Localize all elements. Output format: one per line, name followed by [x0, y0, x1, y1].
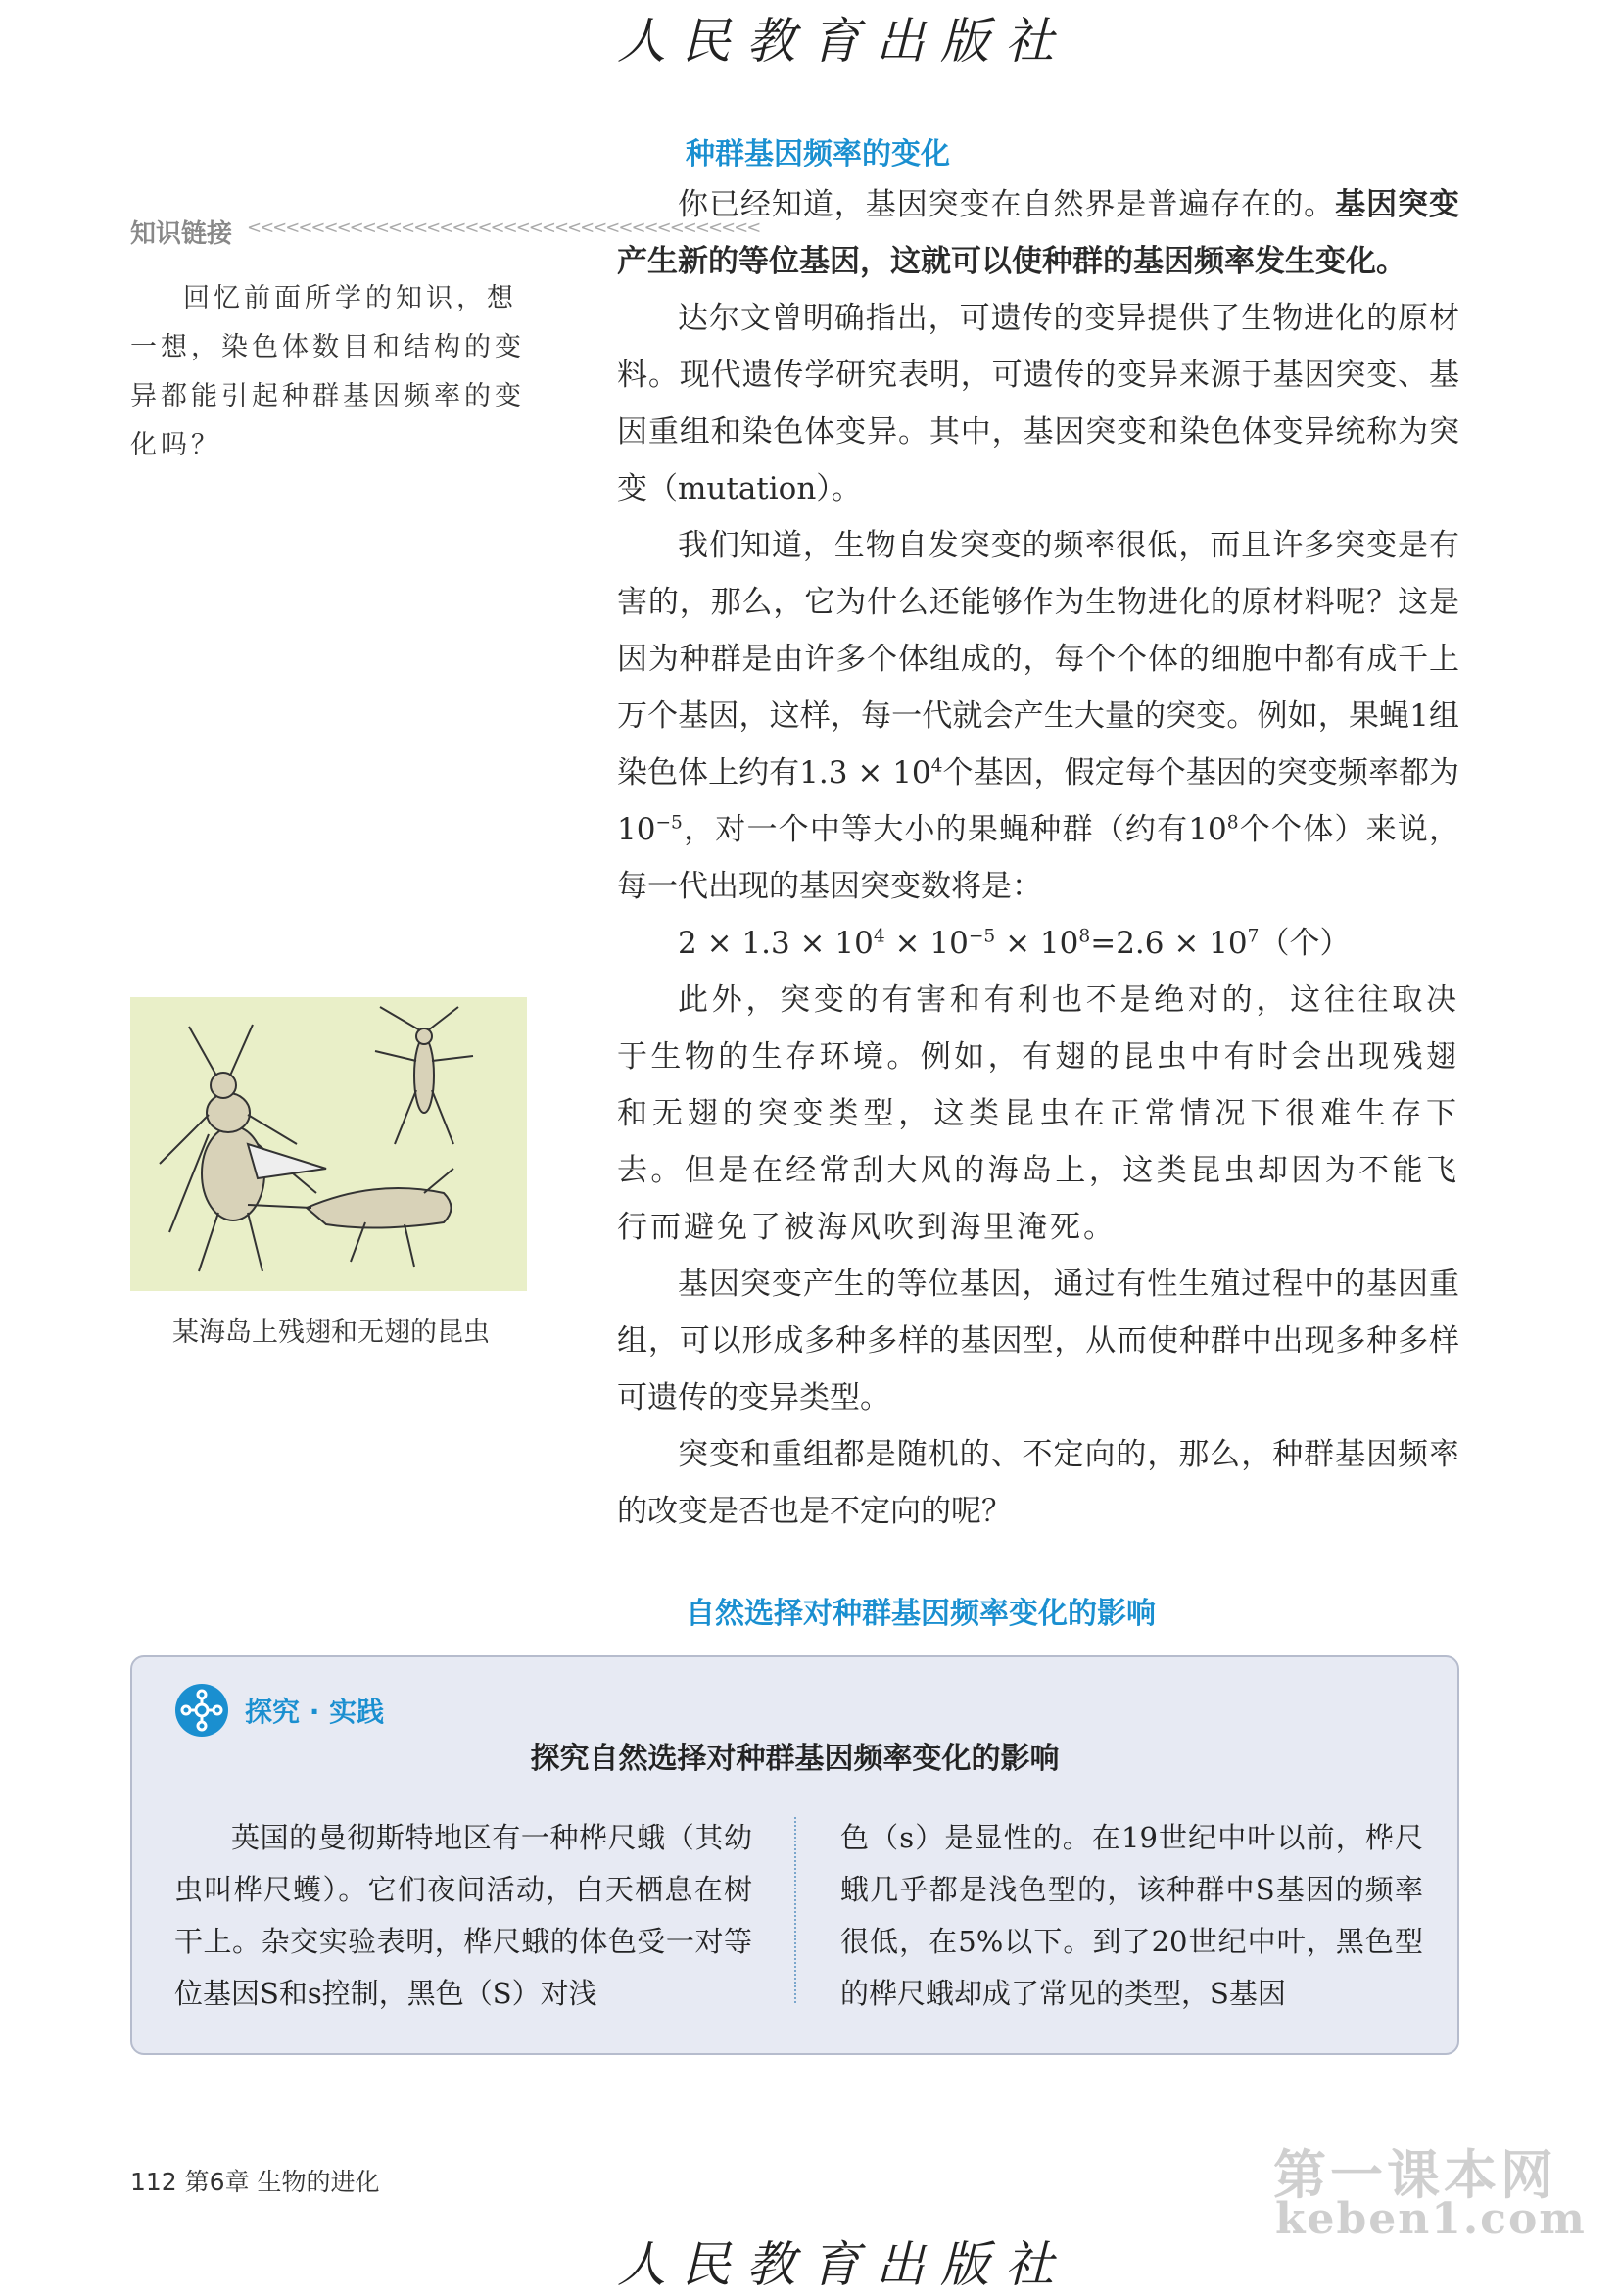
paragraph-3 — [617, 517, 1459, 915]
explore-label: 探究 · 实践 — [245, 1696, 385, 1728]
exponent: −5 — [968, 926, 996, 947]
exponent: −5 — [655, 812, 683, 834]
sidebar-text-body: 回忆前面所学的知识，想一想，染色体数目和结构的变异都能引起种群基因频率的变化吗？ — [130, 283, 525, 460]
exponent: 4 — [873, 926, 885, 947]
formula-line — [617, 915, 1459, 972]
exponent: 4 — [930, 755, 943, 777]
paragraph-2: 达尔文曾明确指出，可遗传的变异提供了生物进化的原材料。现代遗传学研究表明，可遗传的变异来源于基因突变、基因重组和染色体变异。其中，基因突变和染色体变异统称为突变（mutation）。 — [617, 301, 1459, 506]
watermark-url: keben1.com — [1275, 2194, 1587, 2244]
figure-caption: 某海岛上残翅和无翅的昆虫 — [172, 1317, 490, 1348]
paragraph-3-part-b: 个基因，假定每个基因的突变频率都为10 — [617, 755, 1460, 847]
sidebar-chevron-decoration: <<<<<<<<<<<<<<<<<<<<<<<<<<<<<<<<<<<<<<<< — [247, 217, 760, 238]
column-divider — [794, 1817, 796, 2003]
formula-part: 2 × 1.3 × 10 — [678, 926, 874, 961]
formula-part: × 10 — [884, 926, 969, 961]
insect-body-2 — [414, 1038, 434, 1113]
paragraph-1-bold: 基因突变产生新的等位基因，这就可以使种群的基因频率发生变化。 — [617, 187, 1459, 279]
sidebar-text — [130, 274, 532, 470]
section-heading-gene-frequency: 种群基因频率的变化 — [686, 137, 950, 171]
publisher-logo-header: 人民教育出版社 — [617, 13, 1070, 70]
paragraph-4: 此外，突变的有害和有利也不是绝对的，这往往取决于生物的生存环境。例如，有翅的昆虫中有时会出现残翅和无翅的突变类型，这类昆虫在正常情况下很难生存下去。但是在经常刮大风的海岛上，这类昆虫却因为不能飞行而避免了被海风吹到海里淹死。 — [617, 982, 1459, 1245]
formula-part: （个） — [1259, 926, 1351, 961]
insect-abdomen-1 — [202, 1126, 264, 1220]
formula-part: × 10 — [995, 926, 1079, 961]
watermark-title: 第一课本网 — [1273, 2144, 1557, 2206]
paragraph-6: 突变和重组都是随机的、不定向的，那么，种群基因频率的改变是否也是不定向的呢？ — [617, 1437, 1459, 1529]
insect-head-1 — [211, 1073, 236, 1098]
exponent: 8 — [1226, 812, 1239, 834]
paragraph-3-part-d: 个个体）来说，每一代出现的基因突变数将是： — [617, 812, 1460, 904]
paragraph-3-part-a: 我们知道，生物自发突变的频率很低，而且许多突变是有害的，那么，它为什么还能够作为生物进化的原材料呢？这是因为种群是由许多个体组成的，每个个体的细胞中都有成千上万个基因，这样，每一代就会产生大量的突变。例如，果蝇1组染色体上约有1.3 × 10 — [617, 528, 1459, 790]
page-footer: 112 第6章 生物的进化 — [130, 2168, 380, 2196]
paragraph-5: 基因突变产生的等位基因，通过有性生殖过程中的基因重组，可以形成多种多样的基因型，从而使种群中出现多种多样可遗传的变异类型。 — [617, 1267, 1459, 1415]
exponent: 8 — [1078, 926, 1091, 947]
paragraph-3-part-c: ，对一个中等大小的果蝇种群（约有10 — [682, 812, 1227, 847]
molecule-icon — [174, 1683, 229, 1738]
sidebar-title: 知识链接 — [130, 219, 233, 249]
formula-part: =2.6 × 10 — [1090, 926, 1248, 961]
explore-title: 探究自然选择对种群基因频率变化的影响 — [530, 1742, 1060, 1776]
insect-drawing — [130, 997, 527, 1291]
explore-left-column: 英国的曼彻斯特地区有一种桦尺蛾（其幼虫叫桦尺蠖）。它们夜间活动，白天栖息在树干上。杂交实验表明，桦尺蛾的体色受一对等位基因S和s控制，黑色（S）对浅 — [174, 1821, 752, 2010]
insect-body-3 — [307, 1188, 452, 1228]
exponent: 7 — [1247, 926, 1260, 947]
publisher-logo-footer: 人民教育出版社 — [617, 2236, 1070, 2293]
explore-right-column: 色（s）是显性的。在19世纪中叶以前，桦尺蛾几乎都是浅色型的，该种群中S基因的频率很低，在5%以下。到了20世纪中叶，黑色型的桦尺蛾却成了常见的类型，S基因 — [840, 1821, 1423, 2010]
insect-illustration — [130, 997, 527, 1291]
main-text-column — [617, 176, 1459, 1540]
paragraph-1-normal: 你已经知道，基因突变在自然界是普遍存在的。 — [678, 187, 1336, 222]
insect-thorax-1 — [207, 1093, 250, 1132]
section-heading-natural-selection: 自然选择对种群基因频率变化的影响 — [686, 1597, 1156, 1631]
